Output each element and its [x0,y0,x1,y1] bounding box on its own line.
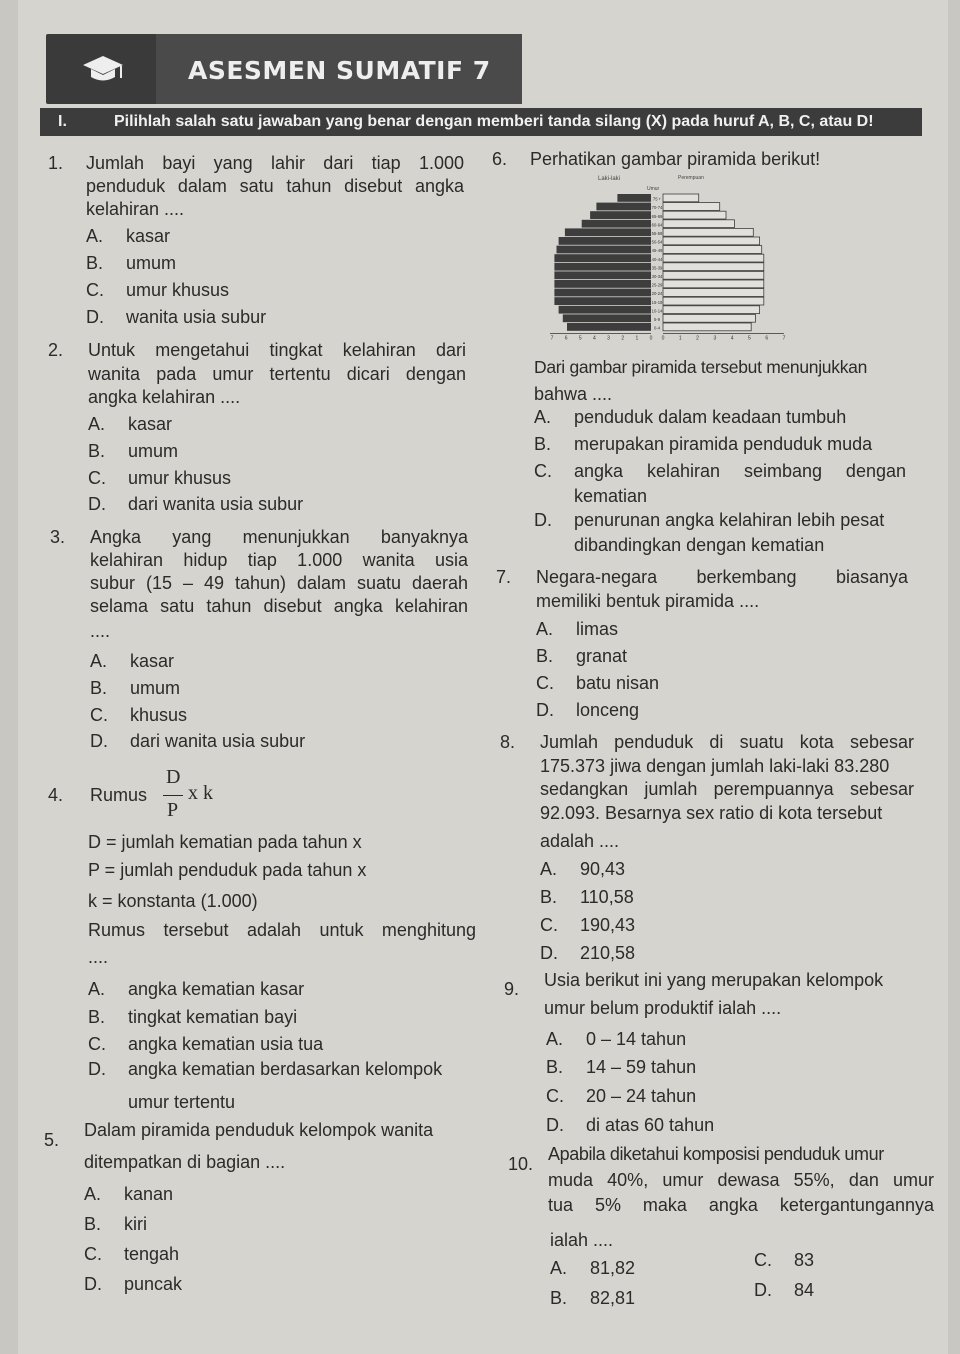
male-bar [596,203,651,211]
x-tick-label: 6 [564,335,568,342]
female-bar [663,306,760,314]
female-bar [663,314,755,322]
option-d[interactable]: D. di atas 60 tahun [546,1115,715,1135]
question-line: Rumus tersebut adalah untuk menghitung [88,920,476,940]
option-d-continuation: umur tertentu [128,1092,236,1112]
male-bar [559,237,651,245]
question-line: umur belum produktif ialah .... [544,998,782,1018]
formula-numerator: D [166,766,181,788]
option-d[interactable]: D. dari wanita usia subur [90,731,306,751]
female-bar [663,271,764,279]
male-bar [554,280,651,288]
question-number: 8. [500,732,516,752]
question-line: Angka yang menunjukkan banyaknya [90,527,468,547]
age-group-label: 50-54 [651,239,663,245]
question-number: 9. [504,979,520,999]
female-bar [663,211,726,219]
question-line: angka kelahiran .... [88,387,241,407]
male-bar [582,220,651,228]
x-tick-label: 6 [765,335,769,342]
x-tick-label: 1 [635,335,639,342]
option-b[interactable]: B. 82,81 [550,1288,636,1308]
option-d-continuation: dibandingkan dengan kematian [574,535,825,555]
male-bar [590,211,651,219]
male-bar [554,297,651,305]
definition-line: D = jumlah kematian pada tahun x [88,832,362,852]
option-c[interactable]: C. khusus [90,705,188,725]
male-bar [554,271,651,279]
age-group-label: 25-29 [651,282,663,288]
age-group-label: 60-64 [651,222,663,228]
question-number: 5. [44,1130,60,1150]
formula-denominator: P [167,799,179,821]
question-line: selama satu tahun disebut angka kelahiran [90,596,468,616]
question-line: Untuk mengetahui tingkat kelahiran dari [88,340,466,360]
male-bar [559,306,651,314]
age-group-label: 70-74 [651,205,663,211]
definition-line: k = konstanta (1.000) [88,891,258,911]
option-a[interactable]: A. 81,82 [550,1258,636,1278]
question-line: muda 40%, umur dewasa 55%, dan umur [548,1170,934,1190]
option-c[interactable]: C. 190,43 [540,915,636,935]
x-tick-label: 5 [748,335,751,342]
question-line: Apabila diketahui komposisi penduduk umur [548,1144,884,1164]
female-bar [663,263,764,271]
option-c[interactable]: C. tengah [84,1244,180,1264]
option-d[interactable]: D. puncak [84,1274,183,1294]
question-line: wanita pada umur tertentu dicari dengan [88,364,466,384]
age-group-label: 30-34 [651,274,663,279]
question-line: Dalam piramida penduduk kelompok wanita [84,1120,434,1140]
female-bar [663,297,764,305]
female-bar [663,323,751,331]
question-line: 175.373 jiwa dengan jumlah laki-laki 83.280 [540,756,890,776]
question-line: ialah .... [550,1230,614,1250]
option-b[interactable]: B. granat [536,646,628,666]
instruction-bar [40,108,922,136]
formula-label: Rumus [90,785,148,805]
age-group-label: 5-9 [653,317,661,322]
x-tick-label: 1 [678,335,682,342]
question-line: adalah .... [540,831,620,851]
age-group-label: 35-39 [651,265,663,271]
question-line: tua 5% maka angka ketergantungannya [548,1195,934,1215]
option-c[interactable]: C. batu nisan [536,673,660,693]
question-line: kelahiran hidup tiap 1.000 wanita usia [90,550,468,570]
header-banner [46,34,522,104]
age-group-label: 20-24 [651,291,663,297]
x-tick-label: 0 [661,335,665,342]
male-bar [567,323,651,331]
question-line: Usia berikut ini yang merupakan kelompok [544,970,884,990]
formula-multiplier: x k [188,782,213,804]
question-number: 2. [48,340,64,360]
male-bar [554,289,651,297]
age-group-label: 0-4 [653,325,661,331]
age-group-label: 40-44 [651,256,663,262]
male-bar [554,254,651,262]
male-bar [565,228,651,236]
option-d[interactable]: D. penurunan angka kelahiran lebih pesat [534,510,885,530]
x-tick-label: 3 [607,335,610,342]
question-number: 4. [48,785,64,805]
female-bar [663,237,760,245]
x-tick-label: 4 [593,335,596,342]
question-line: sedangkan jumlah perempuannya sebesar [540,779,914,799]
x-tick-label: 4 [730,335,734,342]
age-label: Umur [647,186,660,192]
question-number: 10. [508,1154,534,1174]
question-line: .... [90,621,111,641]
x-tick-label: 2 [696,335,699,342]
age-group-label: 10-14 [651,308,663,314]
question-line: .... [88,947,109,967]
male-bar [554,263,651,271]
option-d[interactable]: D. wanita usia subur [86,307,267,327]
female-bar [663,246,762,254]
option-d[interactable]: D. dari wanita usia subur [88,494,304,514]
male-label: Laki-laki [598,176,621,182]
option-d[interactable]: D. lonceng [536,700,640,720]
option-a[interactable]: A. 90,43 [540,859,626,879]
option-c[interactable]: C. 83 [754,1250,815,1270]
option-d[interactable]: D. angka kematian berdasarkan kelompok [88,1059,443,1079]
option-c[interactable]: C. umur khusus [88,468,232,488]
x-tick-label: 7 [782,335,786,342]
x-tick-label: 3 [713,335,717,342]
female-bar [663,254,764,262]
question-line: Perhatikan gambar piramida berikut! [530,149,821,169]
option-a[interactable]: A. penduduk dalam keadaan tumbuh [534,407,847,427]
question-line: Jumlah bayi yang lahir dari tiap 1.000 [86,153,464,173]
age-group-label: 65-69 [651,213,663,219]
age-group-label: 55-59 [651,231,663,236]
question-number: 3. [50,527,66,547]
instruction-number: I. [58,113,67,130]
option-d[interactable]: D. 84 [754,1280,815,1300]
female-bar [663,194,699,202]
option-c[interactable]: C. umur khusus [86,280,230,300]
page-title: ASESMEN SUMATIF 7 [188,56,491,85]
age-group-label: 75 + [652,196,662,202]
option-a[interactable]: A. kasar [86,226,171,246]
question-line: Dari gambar piramida tersebut menunjukkan [534,357,868,377]
female-bar [663,220,734,228]
graduation-cap-icon [68,52,138,86]
question-line: bahwa .... [534,384,613,404]
question-number: 6. [492,149,508,169]
question-line: penduduk dalam satu tahun disebut angka [86,176,464,196]
option-c[interactable]: C. angka kelahiran seimbang dengan [534,461,906,481]
female-label: Perempuan [678,175,704,181]
definition-line: P = jumlah penduduk pada tahun x [88,860,367,880]
female-bar [663,289,764,297]
option-b[interactable]: B. 110,58 [540,887,634,907]
option-b[interactable]: B. 14 – 59 tahun [546,1057,697,1077]
male-bar [557,246,652,254]
option-b[interactable]: B. kiri [84,1214,147,1234]
option-b[interactable]: B. merupakan piramida penduduk muda [534,434,873,454]
male-bar [563,314,651,322]
age-group-label: 15-19 [651,299,663,305]
x-tick-label: 2 [621,335,625,342]
option-c-continuation: kematian [574,486,648,506]
female-bar [663,203,720,211]
option-a[interactable]: A. kasar [90,651,175,671]
question-line: 92.093. Besarnya sex ratio di kota tersebut [540,803,883,823]
question-number: 7. [496,567,512,587]
option-c[interactable]: C. 20 – 24 tahun [546,1086,697,1106]
option-a[interactable]: A. kasar [88,414,173,434]
question-line: ditempatkan di bagian .... [84,1152,286,1172]
instruction-text: Pilihlah salah satu jawaban yang benar dengan memberi tanda silang (X) pada huruf A, B, C, atau D! [114,113,874,130]
male-bar [617,194,651,202]
x-tick-label: 7 [550,335,554,342]
option-d[interactable]: D. 210,58 [540,943,636,963]
question-line: memiliki bentuk piramida .... [536,591,760,611]
option-c[interactable]: C. angka kematian usia tua [88,1034,324,1054]
worksheet-page [18,0,948,1354]
age-group-label: 45-49 [651,248,663,254]
x-tick-label: 0 [649,335,653,342]
fraction-bar [163,795,183,796]
question-line: subur (15 – 49 tahun) dalam suatu daerah [90,573,468,593]
option-b[interactable]: B. umum [90,678,181,698]
option-a[interactable]: A. limas [536,619,619,639]
question-line: Negara-negara berkembang biasanya [536,567,908,587]
question-line: Jumlah penduduk di suatu kota sebesar [540,732,914,752]
x-tick-label: 5 [578,335,582,342]
female-bar [663,228,753,236]
question-number: 1. [48,153,64,173]
option-b[interactable]: B. tingkat kematian bayi [88,1007,298,1027]
option-a[interactable]: A. 0 – 14 tahun [546,1029,687,1049]
option-b[interactable]: B. umum [86,253,177,273]
female-bar [663,280,764,288]
option-a[interactable]: A. kanan [84,1184,174,1204]
option-b[interactable]: B. umum [88,441,179,461]
question-line: kelahiran .... [86,199,185,219]
option-a[interactable]: A. angka kematian kasar [88,979,305,999]
population-pyramid [548,172,788,348]
